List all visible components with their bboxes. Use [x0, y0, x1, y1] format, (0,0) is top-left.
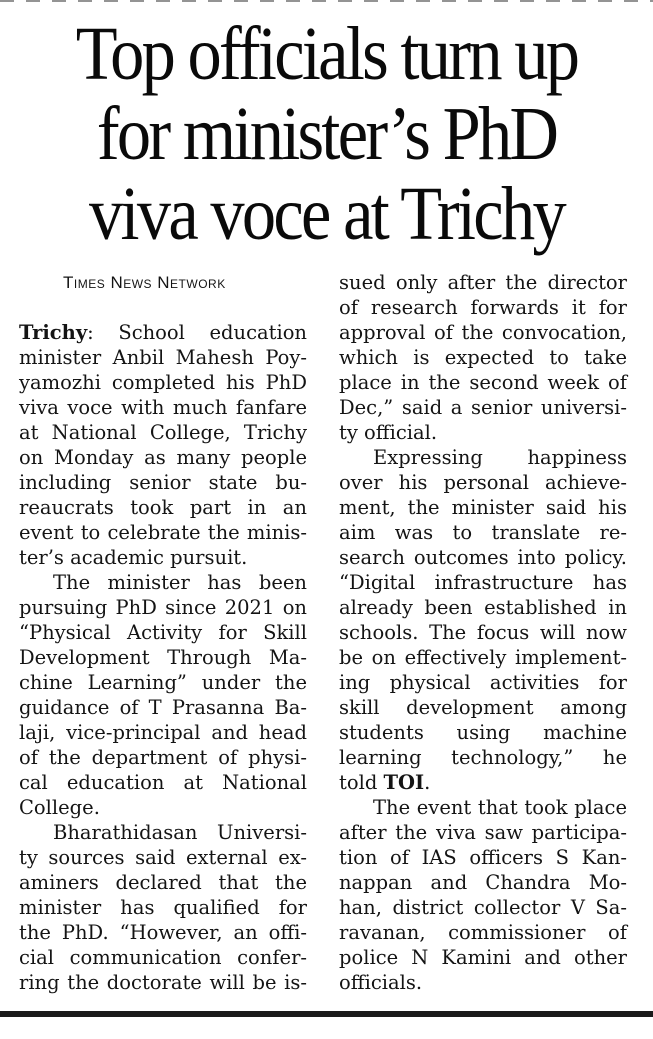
article-text-line: han, district collector V Sa-	[339, 896, 627, 919]
article-text-line: reaucrats took part in an	[19, 496, 307, 519]
article-text-line: “Physical Activity for Skill	[19, 621, 307, 644]
article-text-line: minister has qualified for	[19, 896, 307, 919]
article-text-line: ty official.	[339, 421, 438, 444]
article-text-line: Expressing happiness	[373, 446, 627, 469]
article-text-line: over his personal achieve-	[339, 471, 627, 494]
article-text-line: schools. The focus will now	[339, 621, 627, 644]
article-text-line: laji, vice-principal and head	[19, 721, 307, 744]
text-segment: told	[339, 771, 384, 794]
article-text-line: nappan and Chandra Mo-	[339, 871, 627, 894]
article-text-line: the PhD. “However, an offi-	[19, 921, 307, 944]
article-text-line: which is expected to take	[339, 346, 627, 369]
article-text-line: “Digital infrastructure has	[339, 571, 627, 594]
article-text-line: of the department of physi-	[19, 746, 307, 769]
headline-line-3: viva voce at Trichy	[89, 172, 564, 256]
article-text-line: Bharathidasan Universi-	[53, 821, 307, 844]
article-text-line: already been established in	[339, 596, 627, 619]
right-column	[339, 270, 627, 995]
article-text-line: cal education at National	[19, 771, 307, 794]
article-text-line: ravanan, commissioner of	[339, 921, 627, 944]
article-text-line: be on effectively implement-	[339, 646, 627, 669]
article-text-line: of research forwards it for	[339, 296, 627, 319]
article-text-line: event to celebrate the minis-	[19, 521, 307, 544]
article-text-line: ty sources said external ex-	[19, 846, 307, 869]
article-text-line: Development Through Ma-	[19, 646, 307, 669]
article-text-line: tion of IAS officers S Kan-	[339, 846, 627, 869]
article-text-line: officials.	[339, 971, 423, 994]
right-column-text	[339, 270, 627, 995]
article-text-line	[339, 770, 627, 795]
article-text-line: on Monday as many people	[19, 446, 307, 469]
article-text-line: including senior state bu-	[19, 471, 307, 494]
bottom-rule	[0, 1011, 653, 1017]
left-column	[19, 270, 307, 995]
article-text-line: students using machine	[339, 721, 627, 744]
article-text-line	[19, 320, 307, 345]
left-column-text	[19, 320, 307, 995]
article-text-line: at National College, Trichy	[19, 421, 307, 444]
article-text-line: The event that took place	[373, 796, 627, 819]
article-text-line: skill development among	[339, 696, 627, 719]
article-text-line: viva voce with much fanfare	[19, 396, 307, 419]
text-segment: .	[424, 771, 431, 794]
article-text-line: sued only after the director	[339, 271, 627, 294]
article-text-line: ment, the minister said his	[339, 496, 627, 519]
bold-text: Trichy	[19, 321, 88, 344]
article-text-line: cial communication confer-	[19, 946, 307, 969]
article-text-line: pursuing PhD since 2021 on	[19, 596, 307, 619]
headline-line-2: for minister’s PhD	[96, 92, 557, 176]
article-text-line: yamozhi completed his PhD	[19, 371, 307, 394]
bold-text: TOI	[383, 771, 425, 794]
article-text-line: chine Learning” under the	[19, 671, 307, 694]
article-text-line: Dec,” said a senior universi-	[339, 396, 627, 419]
article-text-line: guidance of T Prasanna Ba-	[19, 696, 307, 719]
byline: Times News Network	[63, 273, 226, 292]
article-text-line: police N Kamini and other	[339, 946, 627, 969]
article-text-line: ter’s academic pursuit.	[19, 546, 248, 569]
article-text-line: The minister has been	[53, 571, 307, 594]
headline-line-1: Top officials turn up	[75, 12, 578, 96]
article-text-line: search outcomes into policy.	[339, 546, 627, 569]
text-segment: : School education	[87, 321, 307, 344]
top-dotted-rule	[0, 0, 653, 2]
article-text-line: aim was to translate re-	[339, 521, 627, 544]
article-text-line: after the viva saw participa-	[339, 821, 627, 844]
article-text-line: ring the doctorate will be is-	[19, 971, 307, 994]
article-headline	[0, 14, 653, 254]
article-text-line: learning technology,” he	[339, 746, 627, 769]
article-text-line: minister Anbil Mahesh Poy-	[19, 346, 307, 369]
article-text-line: place in the second week of	[339, 371, 627, 394]
article-text-line: ing physical activities for	[339, 671, 627, 694]
article-text-line: aminers declared that the	[19, 871, 307, 894]
article-text-line: approval of the convocation,	[339, 321, 627, 344]
article-text-line: College.	[19, 796, 100, 819]
